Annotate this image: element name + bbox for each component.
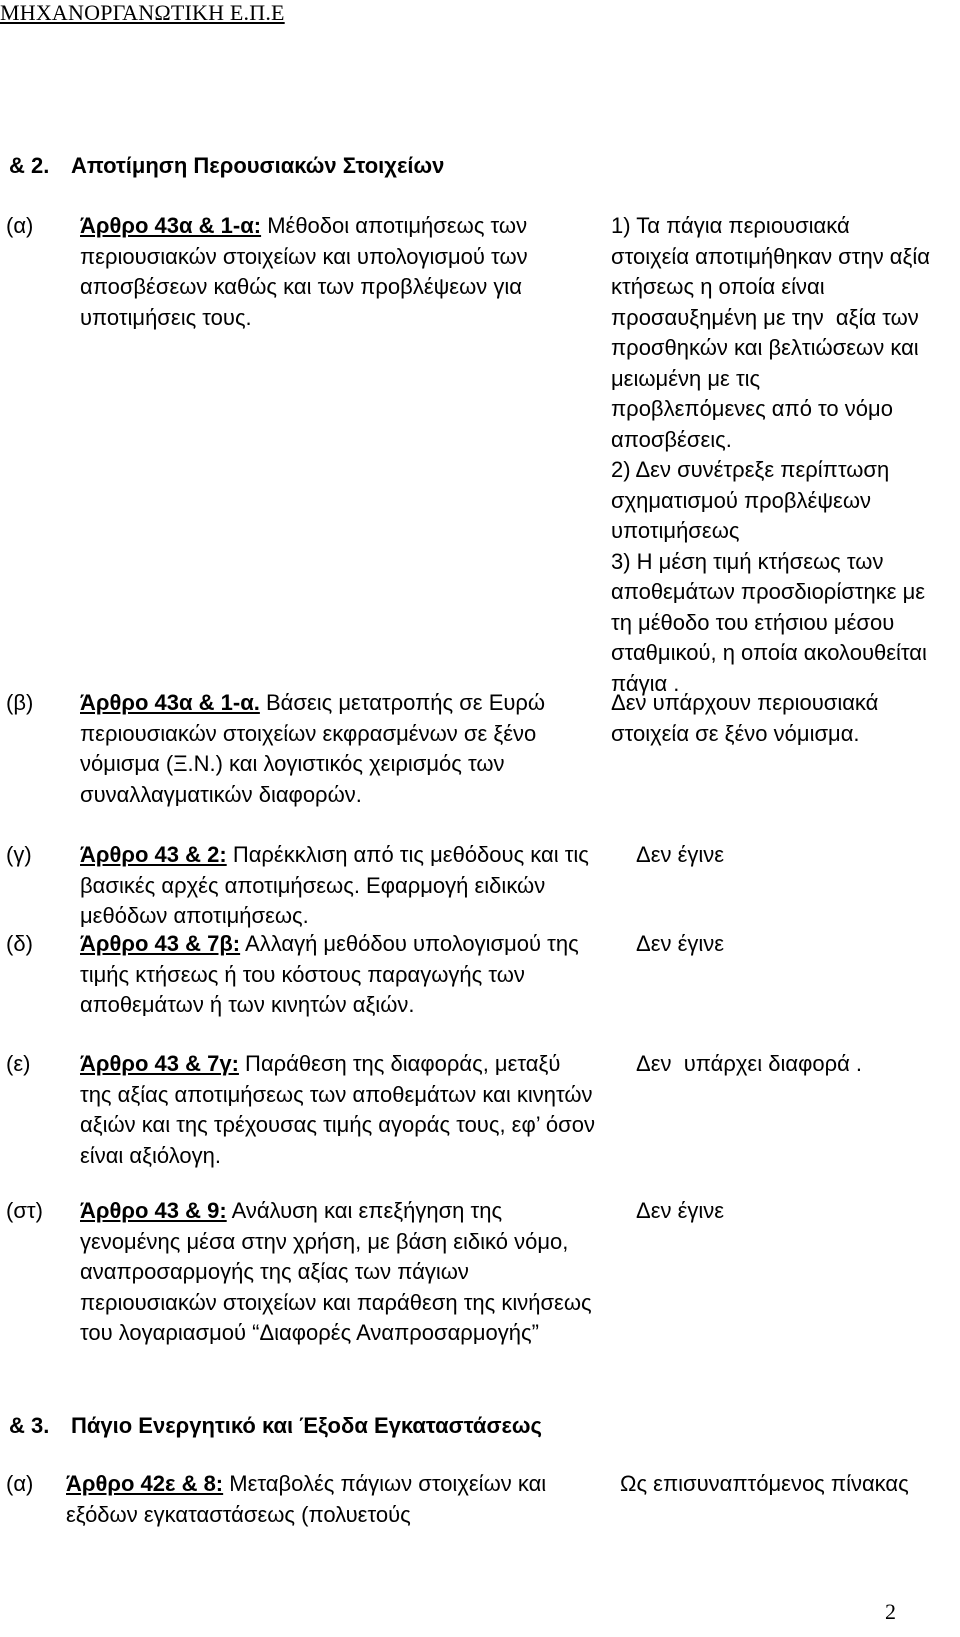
row-label: (α) — [6, 213, 34, 238]
row-description-text: Ανάλυση και επεξήγηση της γενομένης μέσα στην χρήση, με βάση ειδικό νόμο, αναπροσαρμογής της αξίας των πάγιων περιουσιακών στοιχείων και παράθεση της κινήσεως του λογαριασμού “Διαφορές Αναπροσαρμογής” — [80, 1198, 592, 1345]
section-2-table — [0, 211, 960, 1345]
company-title: ΜΗΧΑΝΟΡΓΑΝΩΤΙΚΗ Ε.Π.Ε — [0, 0, 285, 25]
section-3-title: Πάγιο Ενεργητικό και Έξοδα Εγκαταστάσεως — [71, 1413, 542, 1438]
row-value: Δεν έγινε — [636, 1198, 725, 1223]
section-3-heading — [9, 1412, 542, 1440]
row-label: (β) — [6, 690, 34, 715]
row-description — [80, 929, 615, 1021]
row-description-text: Παρέκκλιση από τις μεθόδους και τις βασικές αρχές αποτιμήσεως. Εφαρμογή ειδικών μεθόδων αποτιμήσεως. — [80, 842, 589, 928]
article-reference: Άρθρο 43 & 9: — [80, 1198, 227, 1223]
row-description — [80, 1049, 595, 1171]
row-value: Ως επισυναπτόμενος πίνακας — [620, 1471, 909, 1496]
article-reference: Άρθρο 43α & 1-α: — [80, 213, 262, 238]
row-value: Δεν υπάρχει διαφορά . — [636, 1051, 863, 1076]
row-value: Δεν υπάρχουν περιουσιακά στοιχεία σε ξένο νόμισμα. — [611, 690, 885, 746]
page-number: 2 — [885, 1599, 896, 1624]
row-description-text: Παράθεση της διαφοράς, μεταξύ της αξίας αποτιμήσεως των αποθεμάτων και κινητών αξιών και της τρέχουσας τιμής αγοράς τους, εφ’ όσον είναι αξιόλογη. — [80, 1051, 595, 1168]
row-description — [80, 1196, 600, 1349]
section-2-title: Αποτίμηση Περουσιακών Στοιχείων — [71, 153, 445, 178]
row-description-text: Μεταβολές πάγιων στοιχείων και εξόδων εγκαταστάσεως (πολυετούς — [66, 1471, 547, 1527]
row-value: Δεν έγινε — [636, 931, 725, 956]
row-label: (ε) — [6, 1051, 31, 1076]
section-2-heading — [9, 152, 444, 180]
row-value: 1) Τα πάγια περιουσιακά στοιχεία αποτιμήθηκαν στην αξία κτήσεως η οποία είναι προσαυξημένη με την αξία των προσθηκών και βελτιώσεων και μειωμένη με τις προβλεπόμενες από το νόμο αποσβέσεις. 2) Δεν συνέτρεξε περίπτωση σχηματισμού προβλέψεων υποτιμήσεως 3) Η μέση τιμή κτήσεως των αποθεμάτων προσδιορίστηκε με τη μέθοδο του ετήσιου μέσου σταθμικού, η οποία ακολουθείται πάγια . — [611, 213, 930, 696]
section-2-number: & 2. — [9, 153, 50, 178]
article-reference: Άρθρο 43 & 7γ: — [80, 1051, 239, 1076]
row-label: (στ) — [6, 1198, 43, 1223]
row-description-text: Μέθοδοι αποτιμήσεως των περιουσιακών στοιχείων και υπολογισμού των αποσβέσεων καθώς και των προβλέψεων για υποτιμήσεις τους. — [80, 213, 528, 330]
section-3-table — [0, 1469, 960, 1539]
row-label: (γ) — [6, 842, 32, 867]
row-description — [66, 1469, 606, 1530]
article-reference: Άρθρο 42ε & 8: — [66, 1471, 224, 1496]
row-label: (α) — [6, 1471, 34, 1496]
section-3-number: & 3. — [9, 1413, 50, 1438]
row-description — [80, 211, 600, 333]
article-reference: Άρθρο 43 & 7β: — [80, 931, 241, 956]
row-description — [80, 688, 550, 810]
row-description-text: Βάσεις μετατροπής σε Ευρώ περιουσιακών στοιχείων εκφρασμένων σε ξένο νόμισμα (Ξ.Ν.) και λογιστικός χειρισμός των συναλλαγματικών διαφορών. — [80, 690, 546, 807]
row-description — [80, 840, 610, 932]
row-label: (δ) — [6, 931, 33, 956]
row-value: Δεν έγινε — [636, 842, 725, 867]
article-reference: Άρθρο 43α & 1-α. — [80, 690, 260, 715]
row-description-text: Αλλαγή μεθόδου υπολογισμού της τιμής κτήσεως ή του κόστους παραγωγής των αποθεμάτων ή των κινητών αξιών. — [80, 931, 579, 1017]
article-reference: Άρθρο 43 & 2: — [80, 842, 227, 867]
